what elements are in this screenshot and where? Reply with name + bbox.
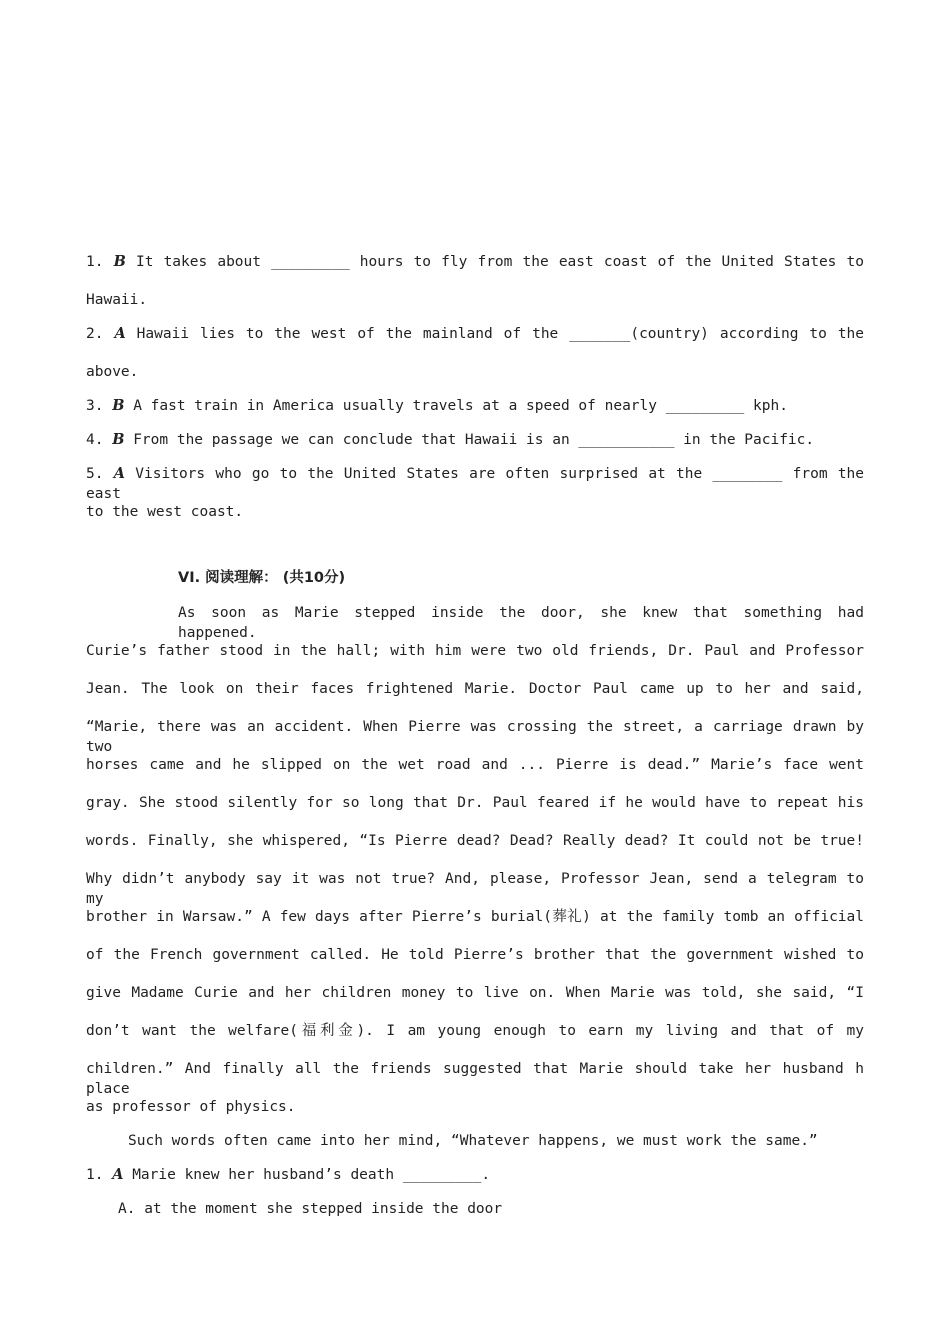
answer-mark: A — [112, 1166, 124, 1183]
answer-mark: B — [113, 253, 126, 270]
item-number: 2. — [86, 326, 104, 342]
section-heading: VI. 阅读理解： (共10分) — [178, 570, 346, 586]
item-text: Hawaii lies to the west of the mainland of the _______(country) according to the — [136, 326, 865, 342]
item-text: Visitors who go to the United States are often surprised at the ________ from the east — [86, 466, 865, 502]
paragraph-line: brother in Warsaw.” A few days after Pierre’s burial(葬礼) at the family tomb an official — [86, 909, 864, 925]
fill-item-5-line-2: to the west coast. — [86, 504, 244, 520]
paragraph-line: As soon as Marie stepped inside the door, she knew that something had happened. — [178, 605, 864, 641]
item-number: 1. — [86, 254, 104, 270]
paragraph-line: of the French government called. He told Pierre’s brother that the government wished to — [86, 947, 864, 963]
paragraph-line: gray. She stood silently for so long that Dr. Paul feared if he would have to repeat his — [86, 795, 864, 811]
item-number: 4. — [86, 432, 104, 448]
item-number: 5. — [86, 466, 104, 482]
item-number: 3. — [86, 398, 104, 414]
fill-item-5-line-1 — [86, 464, 864, 504]
paragraph-line: Jean. The look on their faces frightened Marie. Doctor Paul came up to her and said, — [86, 681, 864, 697]
fill-item-3 — [86, 396, 864, 416]
paragraph-line: Why didn’t anybody say it was not true? And, please, Professor Jean, send a telegram to my — [86, 871, 864, 907]
paragraph-line: give Madame Curie and her children money to live on. When Marie was told, she said, “I — [86, 985, 864, 1001]
paragraph-line: as professor of physics. — [86, 1099, 296, 1115]
option-a: A. at the moment she stepped inside the door — [118, 1201, 503, 1217]
answer-mark: B — [112, 397, 125, 414]
fill-item-1-line-1 — [86, 252, 864, 272]
fill-item-4 — [86, 430, 864, 450]
item-text: It takes about _________ hours to fly from the east coast of the United States to — [135, 254, 864, 270]
question-text: Marie knew her husband’s death _________. — [132, 1167, 491, 1183]
paragraph-line: “Marie, there was an accident. When Pierre was crossing the street, a carriage drawn by two — [86, 719, 864, 755]
item-text: From the passage we can conclude that Hawaii is an ___________ in the Pacific. — [133, 432, 815, 448]
answer-mark: B — [112, 431, 125, 448]
item-text: A fast train in America usually travels at a speed of nearly _________ kph. — [133, 398, 788, 414]
question-number: 1. — [86, 1167, 104, 1183]
question-1 — [86, 1165, 864, 1185]
paragraph-line: children.” And finally all the friends suggested that Marie should take her husband h place — [86, 1061, 864, 1097]
answer-mark: A — [113, 465, 126, 482]
fill-item-2-line-1 — [86, 324, 864, 344]
fill-item-2-line-2: above. — [86, 364, 139, 380]
paragraph-line: words. Finally, she whispered, “Is Pierre dead? Dead? Really dead? It could not be true! — [86, 833, 864, 849]
closing-line: Such words often came into her mind, “Whatever happens, we must work the same.” — [128, 1133, 818, 1149]
fill-item-1-line-2: Hawaii. — [86, 292, 148, 308]
paragraph-line: horses came and he slipped on the wet road and ... Pierre is dead.” Marie’s face went — [86, 757, 864, 773]
answer-mark: A — [114, 325, 126, 342]
paragraph-line: don’t want the welfare(福利金). I am young enough to earn my living and that of my — [86, 1023, 864, 1039]
paragraph-line: Curie’s father stood in the hall; with him were two old friends, Dr. Paul and Professor — [86, 643, 864, 659]
